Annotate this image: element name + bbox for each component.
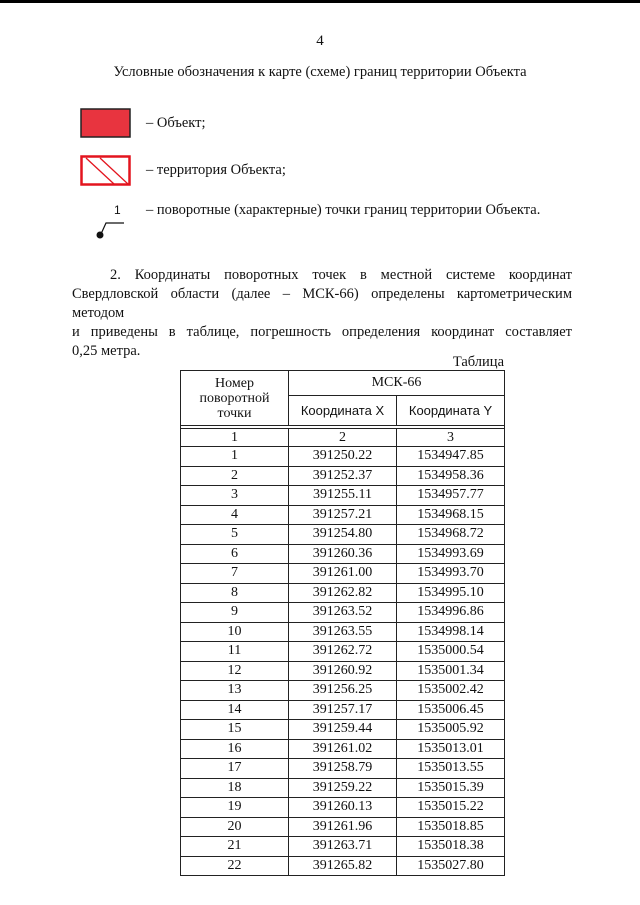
coordinate-y-cell: 1534947.85 [397,447,505,467]
coordinate-y-cell: 1534993.70 [397,564,505,584]
coordinate-y-cell: 1535018.38 [397,837,505,857]
coordinate-y-cell: 1535015.39 [397,778,505,798]
coordinate-y-cell: 1535013.01 [397,739,505,759]
coordinate-x-cell: 391259.22 [289,778,397,798]
table-row [181,544,505,564]
coordinates-table [180,370,505,876]
coordinate-x-cell: 391257.21 [289,505,397,525]
point-number-cell: 12 [181,661,289,681]
page-number: 4 [316,33,324,49]
coordinate-x-cell: 391260.36 [289,544,397,564]
coordinate-x-cell: 391263.55 [289,622,397,642]
point-number-cell: 11 [181,642,289,662]
legend-title: Условные обозначения к карте (схеме) границ территории Объекта [113,64,527,80]
coordinate-x-cell: 391261.02 [289,739,397,759]
coordinate-y-cell: 1535013.55 [397,759,505,779]
coordinate-x-cell: 391262.72 [289,642,397,662]
table-row [181,739,505,759]
coordinate-y-cell: 1534995.10 [397,583,505,603]
table-row [181,564,505,584]
coordinate-x-cell: 391263.71 [289,837,397,857]
header-coordinate-y: Координата Y [397,396,505,426]
table-row [181,798,505,818]
numbering-cell: 1 [181,429,289,447]
table-row [181,486,505,506]
legend-label-territory: – территория Объекта; [146,162,286,178]
point-number-cell: 13 [181,681,289,701]
table-row [181,817,505,837]
point-number-cell: 1 [181,447,289,467]
point-number-cell: 21 [181,837,289,857]
coordinate-x-cell: 391260.92 [289,661,397,681]
coordinates-paragraph [72,266,572,361]
coordinate-y-cell: 1535001.34 [397,661,505,681]
point-number-cell: 4 [181,505,289,525]
coordinate-y-cell: 1534958.36 [397,466,505,486]
table-row [181,700,505,720]
point-number-cell: 10 [181,622,289,642]
point-number-cell: 3 [181,486,289,506]
point-number-cell: 14 [181,700,289,720]
point-number-cell: 17 [181,759,289,779]
point-number-cell: 15 [181,720,289,740]
table-row [181,759,505,779]
point-number-cell: 18 [181,778,289,798]
header-coordinate-x: Координата X [289,396,397,426]
numbering-cell: 3 [397,429,505,447]
coordinate-y-cell: 1534996.86 [397,603,505,623]
coordinate-x-cell: 391258.79 [289,759,397,779]
coordinate-x-cell: 391261.96 [289,817,397,837]
coordinate-x-cell: 391265.82 [289,856,397,876]
scan-top-edge [0,0,640,3]
coordinate-y-cell: 1534998.14 [397,622,505,642]
table-row [181,642,505,662]
coordinate-y-cell: 1535000.54 [397,642,505,662]
table-row [181,622,505,642]
table-row [181,447,505,467]
legend-label-turning-points: – поворотные (характерные) точки границ территории Объекта. [146,202,541,218]
coordinate-x-cell: 391250.22 [289,447,397,467]
point-number-cell: 7 [181,564,289,584]
coordinate-y-cell: 1535002.42 [397,681,505,701]
header-group-msk66: МСК-66 [289,371,505,396]
coordinate-y-cell: 1535027.80 [397,856,505,876]
header-point-number: Номер поворотной точки [181,371,289,426]
table-row [181,778,505,798]
table-row [181,661,505,681]
coordinate-y-cell: 1535015.22 [397,798,505,818]
coordinate-x-cell: 391260.13 [289,798,397,818]
table-row [181,681,505,701]
coordinate-x-cell: 391252.37 [289,466,397,486]
point-number-cell: 20 [181,817,289,837]
coordinate-y-cell: 1534968.15 [397,505,505,525]
paragraph-line: и приведены в таблице, погрешность определения координат составляет [72,324,572,340]
paragraph-line: Свердловской области (далее – МСК-66) определены картометрическим методом [72,286,572,321]
coordinate-y-cell: 1534993.69 [397,544,505,564]
coordinate-x-cell: 391263.52 [289,603,397,623]
coordinate-y-cell: 1534968.72 [397,525,505,545]
coordinate-x-cell: 391261.00 [289,564,397,584]
legend-label-object: – Объект; [146,115,206,131]
point-number-cell: 8 [181,583,289,603]
turning-point-icon [92,204,132,240]
coordinate-y-cell: 1535005.92 [397,720,505,740]
paragraph-line: 0,25 метра. [72,343,141,359]
table-row [181,583,505,603]
coordinate-y-cell: 1534957.77 [397,486,505,506]
point-number-cell: 6 [181,544,289,564]
coordinate-x-cell: 391254.80 [289,525,397,545]
table-caption: Таблица [452,354,504,370]
table-body [181,447,505,876]
coordinate-y-cell: 1535018.85 [397,817,505,837]
point-number-cell: 9 [181,603,289,623]
table-row [181,856,505,876]
numbering-cell: 2 [289,429,397,447]
table-row [181,466,505,486]
point-number-cell: 2 [181,466,289,486]
object-fill-icon [80,108,131,138]
point-number-cell: 16 [181,739,289,759]
coordinate-x-cell: 391262.82 [289,583,397,603]
coordinate-x-cell: 391255.11 [289,486,397,506]
table-row [181,603,505,623]
coordinate-x-cell: 391257.17 [289,700,397,720]
paragraph-line: 2. Координаты поворотных точек в местной системе координат [110,267,572,283]
coordinate-y-cell: 1535006.45 [397,700,505,720]
table-row [181,720,505,740]
coordinate-x-cell: 391259.44 [289,720,397,740]
table-row [181,505,505,525]
territory-hatch-icon [80,155,131,186]
point-number-cell: 22 [181,856,289,876]
coordinate-x-cell: 391256.25 [289,681,397,701]
point-number-cell: 5 [181,525,289,545]
table-row [181,525,505,545]
turning-point-marker-label: 1 [114,203,121,217]
table-row [181,837,505,857]
point-number-cell: 19 [181,798,289,818]
